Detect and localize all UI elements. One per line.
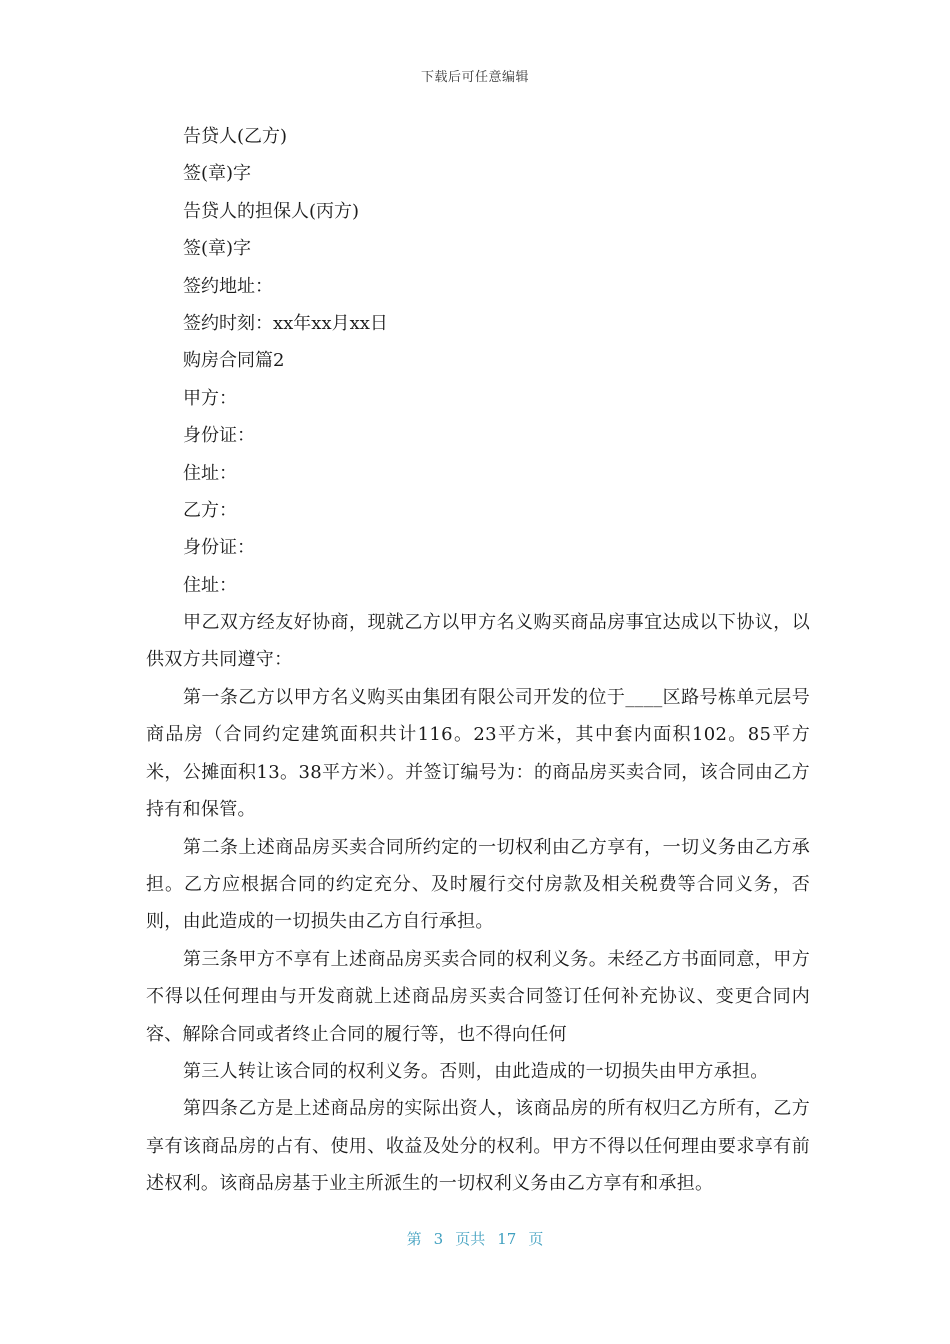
article-3-paragraph: 第三条甲方不享有上述商品房买卖合同的权利义务。未经乙方书面同意，甲方不得以任何理由与开发商就上述商品房买卖合同签订任何补充协议、变更合同内容、解除合同或者终止合同的履行等，也不得向任何 [146,948,810,1045]
article-3-continued-paragraph: 第三人转让该合同的权利义务。否则，由此造成的一切损失由甲方承担。 [183,1060,769,1082]
article-1-paragraph: 第一条乙方以甲方名义购买由集团有限公司开发的位于____区路号栋单元层号商品房（合同约定建筑面积共计116。23平方米，其中套内面积102。85平方米，公摊面积13。38平方米）。并签订编号为：的商品房买卖合同，该合同由乙方持有和保管。 [146,686,810,821]
article-4-paragraph: 第四条乙方是上述商品房的实际出资人，该商品房的所有权归乙方所有，乙方享有该商品房的占有、使用、收益及处分的权利。甲方不得以任何理由要求享有前述权利。该商品房基于业主所派生的一切权利义务由乙方享有和承担。 [146,1098,810,1195]
footer-prefix: 第 [406,1230,422,1248]
contract-section-title: 购房合同篇2 [183,350,285,372]
party-b-address-line: 住址： [183,574,237,596]
agreement-intro-paragraph: 甲乙双方经友好协商，现就乙方以甲方名义购买商品房事宜达成以下协议，以供双方共同遵守： [146,612,810,671]
footer-total-pages: 17 [497,1230,517,1248]
signing-time-line: 签约时刻：xx年xx月xx日 [183,312,388,334]
page-footer [0,1228,950,1249]
footer-suffix: 页 [528,1230,544,1248]
signing-address-line: 签约地址： [183,275,273,297]
footer-middle: 页共 [455,1230,486,1248]
party-a-address-line: 住址： [183,462,237,484]
borrower-party-b-line: 告贷人(乙方) [183,126,288,147]
signature-line: 签(章)字 [183,163,252,185]
guarantor-party-c-line: 告贷人的担保人(丙方) [183,200,360,222]
party-b-id-line: 身份证： [183,537,255,559]
document-body [146,118,810,1203]
party-a-id-line: 身份证： [183,425,255,447]
footer-page-number: 3 [433,1230,444,1248]
party-b-line: 乙方： [183,499,237,521]
page-header: 下载后可任意编辑 [420,70,529,85]
article-2-paragraph: 第二条上述商品房买卖合同所约定的一切权利由乙方享有，一切义务由乙方承担。乙方应根据合同的约定充分、及时履行交付房款及相关税费等合同义务，否则，由此造成的一切损失由乙方自行承担。 [146,836,810,933]
signature-line: 签(章)字 [183,238,252,260]
party-a-line: 甲方： [183,387,237,409]
